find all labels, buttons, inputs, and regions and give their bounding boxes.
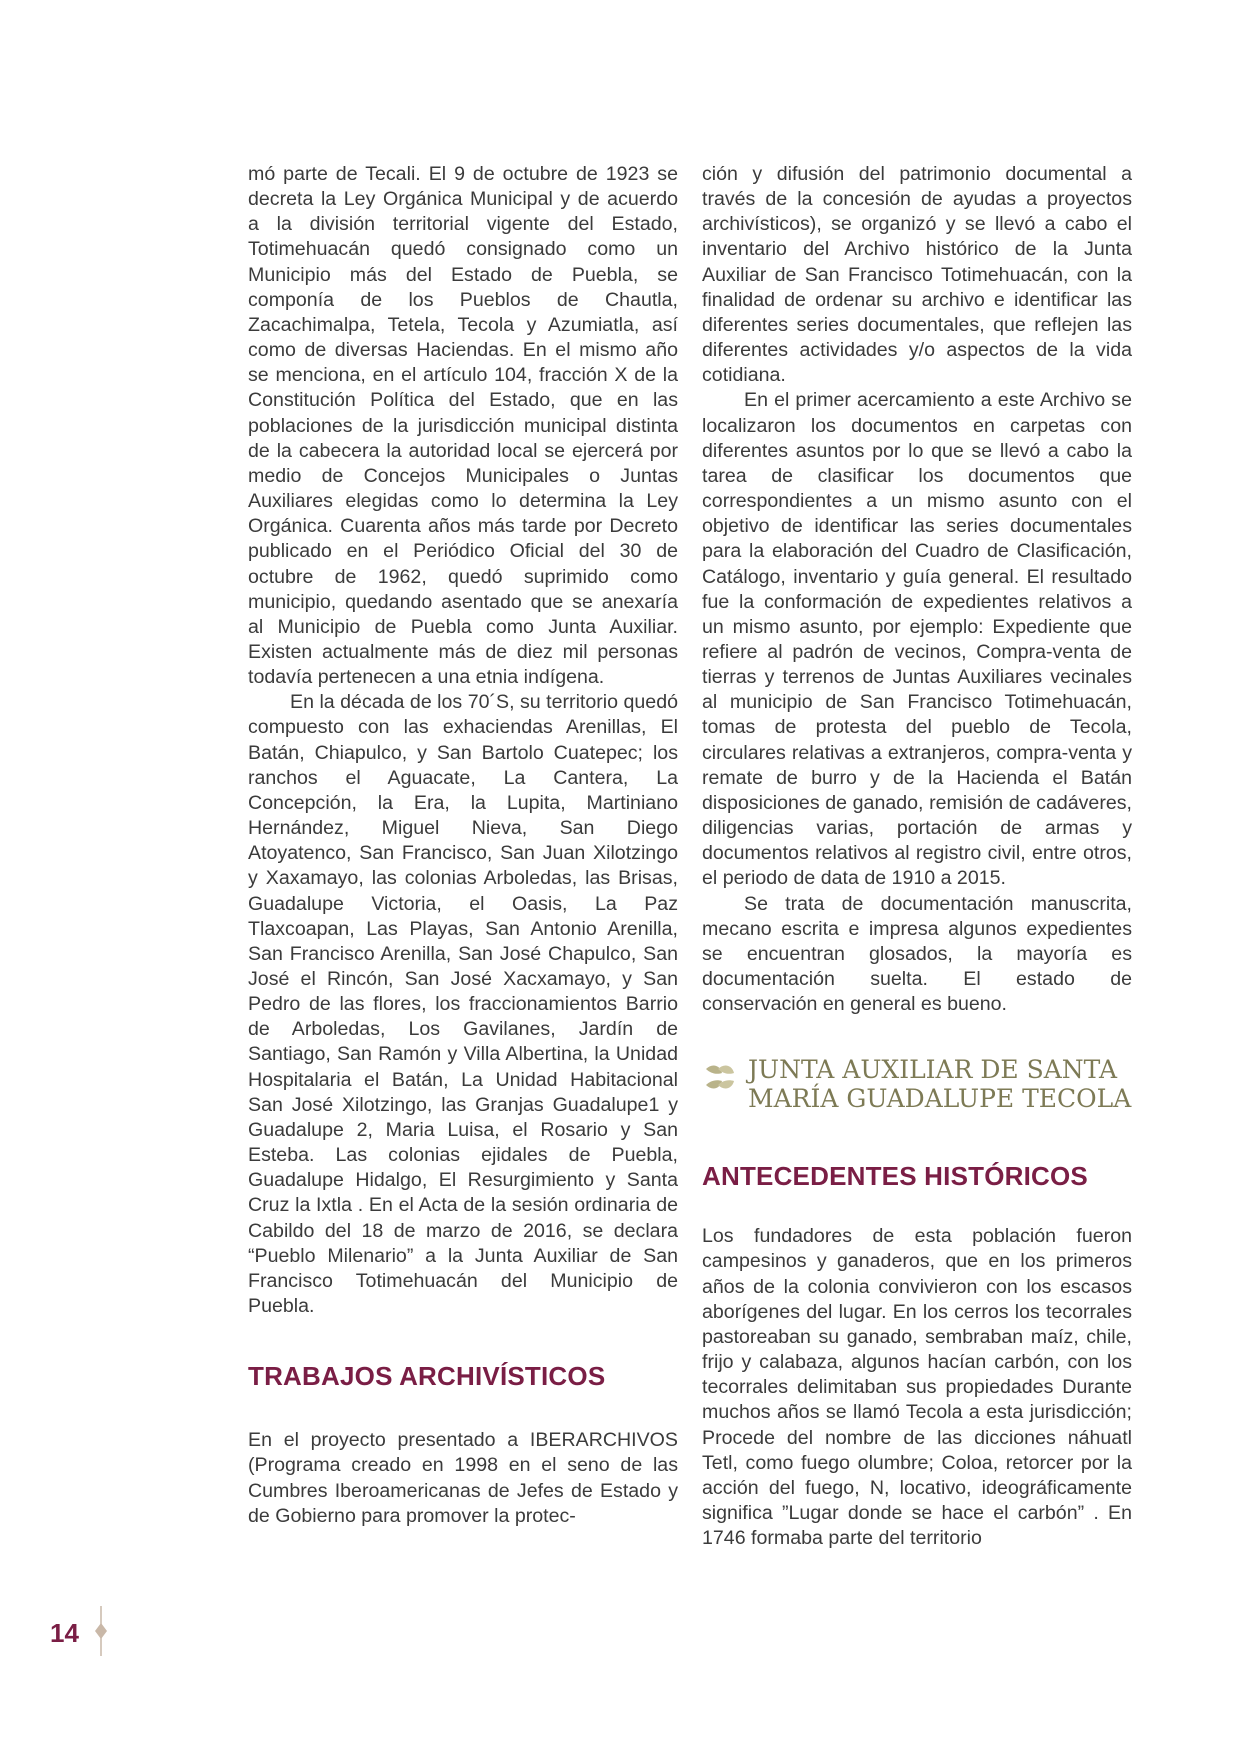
right-paragraph-2: En el primer acercamiento a este Archivo se localizaron los documentos en carpetas con diferentes asuntos por lo que se llevó a cabo la tarea de clasificar los documentos que correspondientes a un mismo asunto con el objetivo de identificar las series documentales para la elaboración del Cuadro de Clasificación, Catálogo, inventario y guía general. El resultado fue la conformación de expedientes relativos a un mismo asunto, por ejemplo: Expediente que refiere al padrón de vecinos, Compra-venta de tierras y terrenos de Juntas Auxiliares vecinales al municipio de San Francisco Totimehuacán, tomas de protesta del pueblo de Tecola, circulares relativas a extranjeros, compra-venta y remate de burro y de la Hacienda el Batán disposiciones de ganado, remisión de cadáveres, diligencias varias, portación de armas y documentos relativos al registro civil, entre otros, el periodo de data de 1910 a 2015.	[702, 389, 1132, 890]
heading-antecedentes-historicos: ANTECEDENTES HISTÓRICOS	[702, 1161, 1088, 1192]
left-paragraph-2: En la década de los 70´S, su territorio quedó compuesto con las exhaciendas Arenillas, El Batán, Chiapulco, y San Bartolo Cuatepec; los ranchos el Aguacate, La Cantera, La Concepción, la Era, la Lupita, Martiniano Hernández, Miguel Nieva, San Diego Atoyatenco, San Francisco, San Juan Xilotzingo y Xaxamayo, las colonias Arboledas, las Brisas, Guadalupe Victoria, el Oasis, La Paz Tlaxcoapan, Las Playas, San Antonio Arenilla, San Francisco Arenilla, San José Chapulco, San José el Rincón, San José Xacxamayo, y San Pedro de las flores, los fraccionamientos Barrio de Arboledas, Los Gavilanes, Jardín de Santiago, San Ramón y Villa Albertina, la Unidad Hospitalaria el Batán, La Unidad Habitacional San José Xilotzingo, las Granjas Guadalupe1 y Guadalupe 2, Maria Luisa, el Rosario y San Esteba. Las colonias ejidales de Puebla, Guadalupe Hidalgo, El Resurgimiento y Santa Cruz la Ixtla . En el Acta de la sesión ordinaria de Cabildo del 18 de marzo de 2016, se declara “Pueblo Milenario” a la Junta Auxiliar de San Francisco Totimehuacán del Municipio de Puebla.	[248, 691, 678, 1318]
right-paragraph-4: Los fundadores de esta población fueron campesinos y ganaderos, que en los primeros años de la colonia convivieron con los escasos aborígenes del lugar. En los cerros los tecorrales pastoreaban su ganado, sembraban maíz, chile, frijo y calabaza, algunos hacían carbón, con los tecorrales delimitaban sus propiedades Durante muchos años se llamó Tecola a esta jurisdicción; Procede del nombre de las dicciones náhuatl Tetl, como fuego olumbre; Coloa, retorcer por la acción del fuego, N, locativo, ideográficamente significa ”Lugar donde se hace el carbón” . En 1746 formaba parte del territorio	[702, 1225, 1132, 1550]
right-paragraph-1: ción y difusión del patrimonio documental a través de la concesión de ayudas a proyectos archivísticos), se organizó y se llevó a cabo el inventario del Archivo histórico de la Junta Auxiliar de San Francisco Totimehuacán, con la finalidad de ordenar su archivo e identificar las diferentes series documentales, que reflejen las diferentes actividades y/o aspectos de la vida cotidiana.	[702, 163, 1132, 387]
leaf-ornament-icon	[702, 1059, 738, 1095]
junta-heading-line-2: MARÍA GUADALUPE TECOLA	[748, 1084, 1132, 1114]
junta-heading-block	[702, 1055, 1132, 1113]
right-column	[702, 162, 1132, 1551]
junta-heading-line-1: JUNTA AUXILIAR DE SANTA	[748, 1055, 1118, 1085]
diamond-ornament-icon	[92, 1606, 110, 1656]
left-paragraph-1: mó parte de Tecali. El 9 de octubre de 1923 se decreta la Ley Orgánica Municipal y de acuerdo a la división territorial vigente del Estado, Totimehuacán quedó consignado como un Municipio más del Estado de Puebla, se componía de los Pueblos de Chautla, Zacachimalpa, Tetela, Tecola y Azumiatla, así como de diversas Haciendas. En el mismo año se menciona, en el artículo 104, fracción X de la Constitución Política del Estado, que en las poblaciones de la jurisdicción municipal distinta de la cabecera la autoridad local se ejercerá por medio de Concejos Municipales o Juntas Auxiliares elegidas como lo determina la Ley Orgánica. Cuarenta años más tarde por Decreto publicado en el Periódico Oficial del 30 de octubre de 1962, quedó suprimido como municipio, quedando asentado que se anexaría al Municipio de Puebla como Junta Auxiliar. Existen actualmente más de diez mil personas todavía pertenecen a una etnia indígena.	[248, 163, 678, 689]
left-paragraph-3: En el proyecto presentado a IBERARCHIVOS (Programa creado en 1998 en el seno de las Cumbres Iberoamericanas de Jefes de Estado y de Gobierno para promover la protec-	[248, 1429, 678, 1527]
junta-heading	[748, 1055, 1131, 1113]
heading-trabajos-archivisticos: TRABAJOS ARCHIVÍSTICOS	[248, 1361, 606, 1392]
right-paragraph-3: Se trata de documentación manuscrita, mecano escrita e impresa algunos expedientes se encuentran glosados, la mayoría es documentación suelta. El estado de conservación en general es bueno.	[702, 892, 1132, 1016]
left-column	[248, 162, 678, 1529]
page-number: 14	[50, 1618, 79, 1648]
